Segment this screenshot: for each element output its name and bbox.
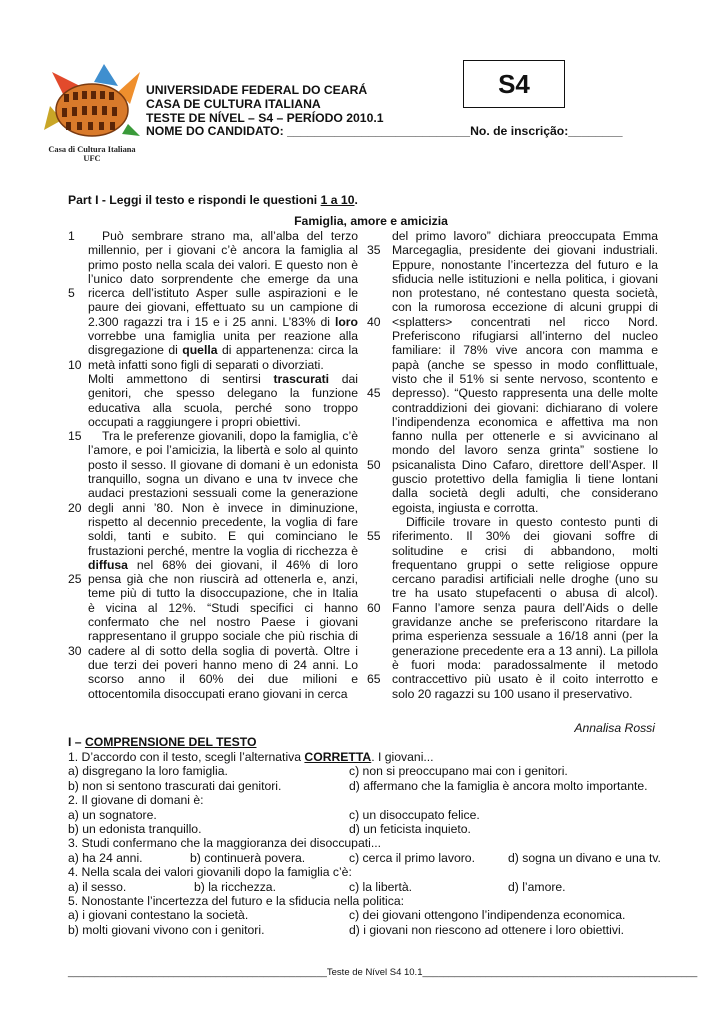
text-line: fanno nulla per ottenerle e si avvicinano al [392, 429, 658, 444]
colosseum-logo-icon [42, 64, 142, 140]
option-a[interactable]: a) un sognatore. [68, 807, 157, 822]
text-line: frustazioni perché, mentre la voglia di ricchezza è [88, 543, 358, 558]
text-line: Preferiscono rifugiarsi all’interno del nucleo [392, 329, 658, 344]
part-one-suffix: . [354, 193, 358, 207]
emphasized-word: loro [334, 314, 358, 329]
logo [42, 64, 142, 163]
text-line: metà infatti sono figli di separati o divorziati. [88, 357, 324, 372]
text-line: riferimento. Il 30% dei giovani soffre di [392, 529, 658, 544]
text-line: cercano paradisi artificiali nelle droghe (uno su [392, 572, 658, 587]
option-c[interactable]: c) cerca il primo lavoro. [349, 850, 475, 865]
line-number: 40 [367, 314, 381, 329]
line-number: 50 [367, 457, 381, 472]
text-line: Molti ammettono di sentirsi trascurati dai [88, 371, 358, 386]
text-line: tre ha usato stupefacenti o abusa di alcol). [392, 586, 658, 601]
text-line: gravidanze anche se preferiscono ritardare la [392, 615, 658, 630]
text-column-right [392, 229, 658, 701]
text-line: contraddizioni dei giovani: dichiarano di volere [392, 400, 658, 415]
option-a[interactable]: a) disgregano la loro famiglia. [68, 764, 228, 779]
text-author: Annalisa Rossi [574, 721, 655, 735]
option-a[interactable]: a) il sesso. [68, 879, 127, 894]
text-line: del primo lavoro” dichiara preoccupata Emma [392, 229, 658, 243]
line-number: 45 [367, 386, 381, 401]
text-line: familiare: il 78% vive ancora con mamma e [392, 343, 658, 358]
option-b[interactable]: b) un edonista tranquillo. [68, 822, 202, 836]
line-number: 10 [68, 357, 82, 372]
option-b[interactable]: b) non si sentono trascurati dai genitori. [68, 778, 282, 793]
text-line: scorso anno il 60% dei due milioni e [88, 672, 358, 687]
candidate-name-field[interactable]: ___________________________ [287, 124, 471, 139]
text-line: paure dei giovani, effettuato su un campione di [88, 300, 358, 315]
inscription-label: No. de inscrição: [470, 124, 569, 139]
text-line: solo 20 ragazzi su 100 usano il preservativo. [392, 686, 633, 701]
option-a[interactable]: a) ha 24 anni. [68, 850, 143, 865]
logo-caption-line1: Casa di Cultura Italiana [48, 145, 136, 154]
option-d[interactable]: d) i giovani non riescono ad ottenere i loro obiettivi. [349, 922, 625, 937]
text-column-left [88, 229, 358, 701]
option-a[interactable]: a) i giovani contestano la società. [68, 908, 249, 923]
option-c[interactable]: c) non si preoccupano mai con i genitori. [349, 764, 568, 779]
text-line: Marcegaglia, presidente dei giovani industriali. [392, 243, 658, 258]
text-line: l’unico dato sorprendente che emerge da una [88, 271, 358, 286]
text-line: 2.300 ragazzi tra i 15 e i 25 anni. L’83% di loro [88, 314, 358, 329]
text-line: guscio protettivo della famiglia li tiene lontani [392, 472, 658, 487]
text-line: genitori, che spesso delegano la funzione [88, 386, 358, 401]
candidate-row [146, 125, 706, 139]
text-line: Tra le preferenze giovanili, dopo la famiglia, c’è [102, 429, 358, 444]
option-d[interactable]: d) un feticista inquieto. [349, 822, 471, 836]
text-line: l’amore, e poi l’amicizia, la libertà e solo al quinto [88, 443, 358, 458]
text-line: educativa alla scuola, perché sono troppo [88, 400, 358, 415]
text-line: visto che il 51% si sente nervoso, scontento e [392, 371, 658, 386]
text-line: audaci prestazioni sessuali come la generazione [88, 486, 358, 501]
line-number: 15 [68, 429, 82, 444]
footer-text: Teste de Nível S4 10.1 [326, 967, 423, 978]
text-line: solitudine e crisi di abbandono, molti [392, 543, 658, 558]
option-b[interactable]: b) molti giovani vivono con i genitori. [68, 922, 265, 937]
option-c[interactable]: c) la libertà. [349, 879, 412, 894]
text-line: mondo del lavoro senza grinta” sostiene lo [392, 443, 658, 458]
text-line: primo posto nella scala dei valori. E questo non è [88, 257, 358, 272]
question-stem-text: 1. D’accordo con il testo, scegli l’alternativa [68, 750, 305, 764]
text-line: rispetto al decennio precedente, la voglia di fare [88, 514, 358, 529]
text-line: posto il sesso. Il giovane di domani è un edonista [88, 457, 358, 472]
line-number: 1 [68, 229, 75, 243]
part-one-prefix: Part I - Leggi il testo e rispondi le questioni [68, 193, 321, 207]
text-line: cadere al di sotto della soglia di povertà. Oltre i [88, 643, 358, 658]
text-line: depresso). “Questo rappresenta una delle molte [392, 386, 658, 401]
text-line: vorrebbe una famiglia unita per reazione alla [88, 329, 358, 344]
text-line: ricerca dell’istituto Asper sulle aspirazioni e le [88, 286, 358, 301]
text-line: generazione precedente era a 13 anni). La pillola [392, 643, 658, 658]
text-line: pensa già che non riuscirà ad ottenerla e, anzi, [88, 572, 358, 587]
text-line: l’indipendenza economica e affettiva ma non [392, 414, 658, 429]
question-stem-1 [68, 750, 434, 764]
text-line: teme più di tutto la disoccupazione, che in Italia [88, 586, 358, 601]
comprehension-section-title [68, 735, 257, 749]
test-name: TESTE DE NÍVEL – S4 – PERÍODO 2010.1 [146, 110, 384, 125]
question-stem-2: 2. Il giovane di domani è: [68, 793, 204, 808]
line-number: 55 [367, 529, 381, 544]
option-b[interactable]: b) continuerà povera. [190, 850, 306, 865]
level-box: S4 [463, 60, 565, 108]
emphasized-word: quella [182, 343, 218, 358]
text-line: disgregazione di quella di appartenenza: circa la [88, 343, 358, 358]
text-line: Fanno l’amore senza paura dell’Aids o delle [392, 600, 658, 615]
text-line: contraccettivo più usato è il coito interrotto e [392, 672, 658, 687]
question-stem-text: . I giovani... [371, 750, 434, 764]
text-line: soldi, tanti e subito. E qui cominciano le [88, 529, 358, 544]
line-number: 30 [68, 643, 82, 658]
text-line: prima esperienza sessuale a 16/18 anni (per la [392, 629, 658, 644]
line-number: 65 [367, 672, 381, 687]
section-prefix: I – [68, 735, 85, 749]
option-c[interactable]: c) dei giovani ottengono l’indipendenza economica. [349, 908, 626, 923]
line-number: 20 [68, 500, 82, 515]
option-d[interactable]: d) sogna un divano e una tv. [508, 850, 661, 865]
inscription-number-field[interactable]: ________ [568, 124, 623, 139]
question-stem-5: 5. Nonostante l’incertezza del futuro e la sfiducia nella politica: [68, 894, 405, 908]
page-footer [68, 967, 697, 978]
text-line: tranquillo, sogna un divano e una tv invece che [88, 472, 358, 487]
emphasized-word: diffusa [88, 557, 128, 572]
text-line: confermato che nel nostro Paese i giovani [88, 615, 358, 630]
line-number: 60 [367, 600, 381, 615]
text-line: <splatters> concentrati nel ricco Nord. [392, 314, 658, 329]
text-line: è vicina al 12%. “Studi specifici ci hanno [88, 600, 358, 615]
option-d[interactable]: d) affermano che la famiglia è ancora molto importante. [349, 778, 648, 793]
text-line: occupati a raggiungere i propri obiettivi. [88, 414, 301, 429]
text-line: Può sembrare strano ma, all’alba del terzo [102, 229, 358, 243]
text-line: rappresentano il gruppo sociale che più rischia di [88, 629, 358, 644]
text-line: non protestano, né contestano questa società, [392, 286, 658, 301]
text-line: è fuori moda: paradossalmente il metodo [392, 657, 658, 672]
part-one-range: 1 a 10 [320, 193, 355, 207]
emphasized-word: trascurati [273, 371, 330, 386]
text-title: Famiglia, amore e amicizia [294, 214, 448, 228]
text-line: millennio, per i giovani c’è ancora la famiglia al [88, 243, 358, 258]
school-name: CASA DE CULTURA ITALIANA [146, 96, 321, 111]
text-line: frequentano gruppi o sette religiose oppure [392, 557, 658, 572]
text-line: Difficile trovare in questo contesto punti di [406, 514, 658, 529]
question-stem-4: 4. Nella scala dei valori giovanili dopo la famiglia c’è: [68, 865, 352, 880]
text-line: Eppure, nonostante l’incertezza del futuro e la [392, 257, 658, 272]
section-title: COMPRENSIONE DEL TESTO [84, 735, 257, 749]
text-line: sfiducia nelle istituzioni e nella politica, i giovani [392, 271, 658, 286]
footer-left-rule: _________________________________________________ [68, 967, 327, 978]
institution-header [146, 84, 706, 139]
text-line: dalla società degli adulti, che considerano [392, 486, 658, 501]
option-c[interactable]: c) un disoccupato felice. [349, 807, 480, 822]
text-line: papà (anche se spesso in modo conflittuale, [392, 357, 658, 372]
text-line: psicanalista Dino Cafaro, direttore dell’Asper. Il [392, 457, 658, 472]
text-line: due terzi dei poveri hanno meno di 24 anni. Lo [88, 657, 358, 672]
question-stem-keyword: CORRETTA [304, 750, 372, 764]
text-line: diffusa nel 68% dei giovani, il 46% di loro [88, 557, 358, 572]
question-stem-3: 3. Studi confermano che la maggioranza dei disoccupati... [68, 836, 381, 851]
line-number: 35 [367, 243, 381, 258]
candidate-label: NOME DO CANDIDATO: [146, 124, 288, 139]
text-line: con la rumorosa eccezione di alcuni gruppi di [392, 300, 658, 315]
text-line: egoista, ingiusta e corrotta. [392, 500, 539, 515]
text-line: degli anni ’80. Non è invece in diminuzione, [88, 500, 358, 515]
text-line: ottocentomila disoccupati erano giovani in cerca [88, 686, 348, 701]
footer-right-rule: ____________________________________________________ [422, 967, 698, 978]
logo-caption-line2: UFC [83, 154, 101, 163]
option-d[interactable]: d) l’amore. [508, 879, 566, 894]
part-one-instruction [68, 193, 358, 207]
university-name: UNIVERSIDADE FEDERAL DO CEARÁ [146, 83, 368, 97]
option-b[interactable]: b) la ricchezza. [194, 879, 276, 894]
line-number: 5 [68, 286, 75, 301]
line-number: 25 [68, 572, 82, 587]
